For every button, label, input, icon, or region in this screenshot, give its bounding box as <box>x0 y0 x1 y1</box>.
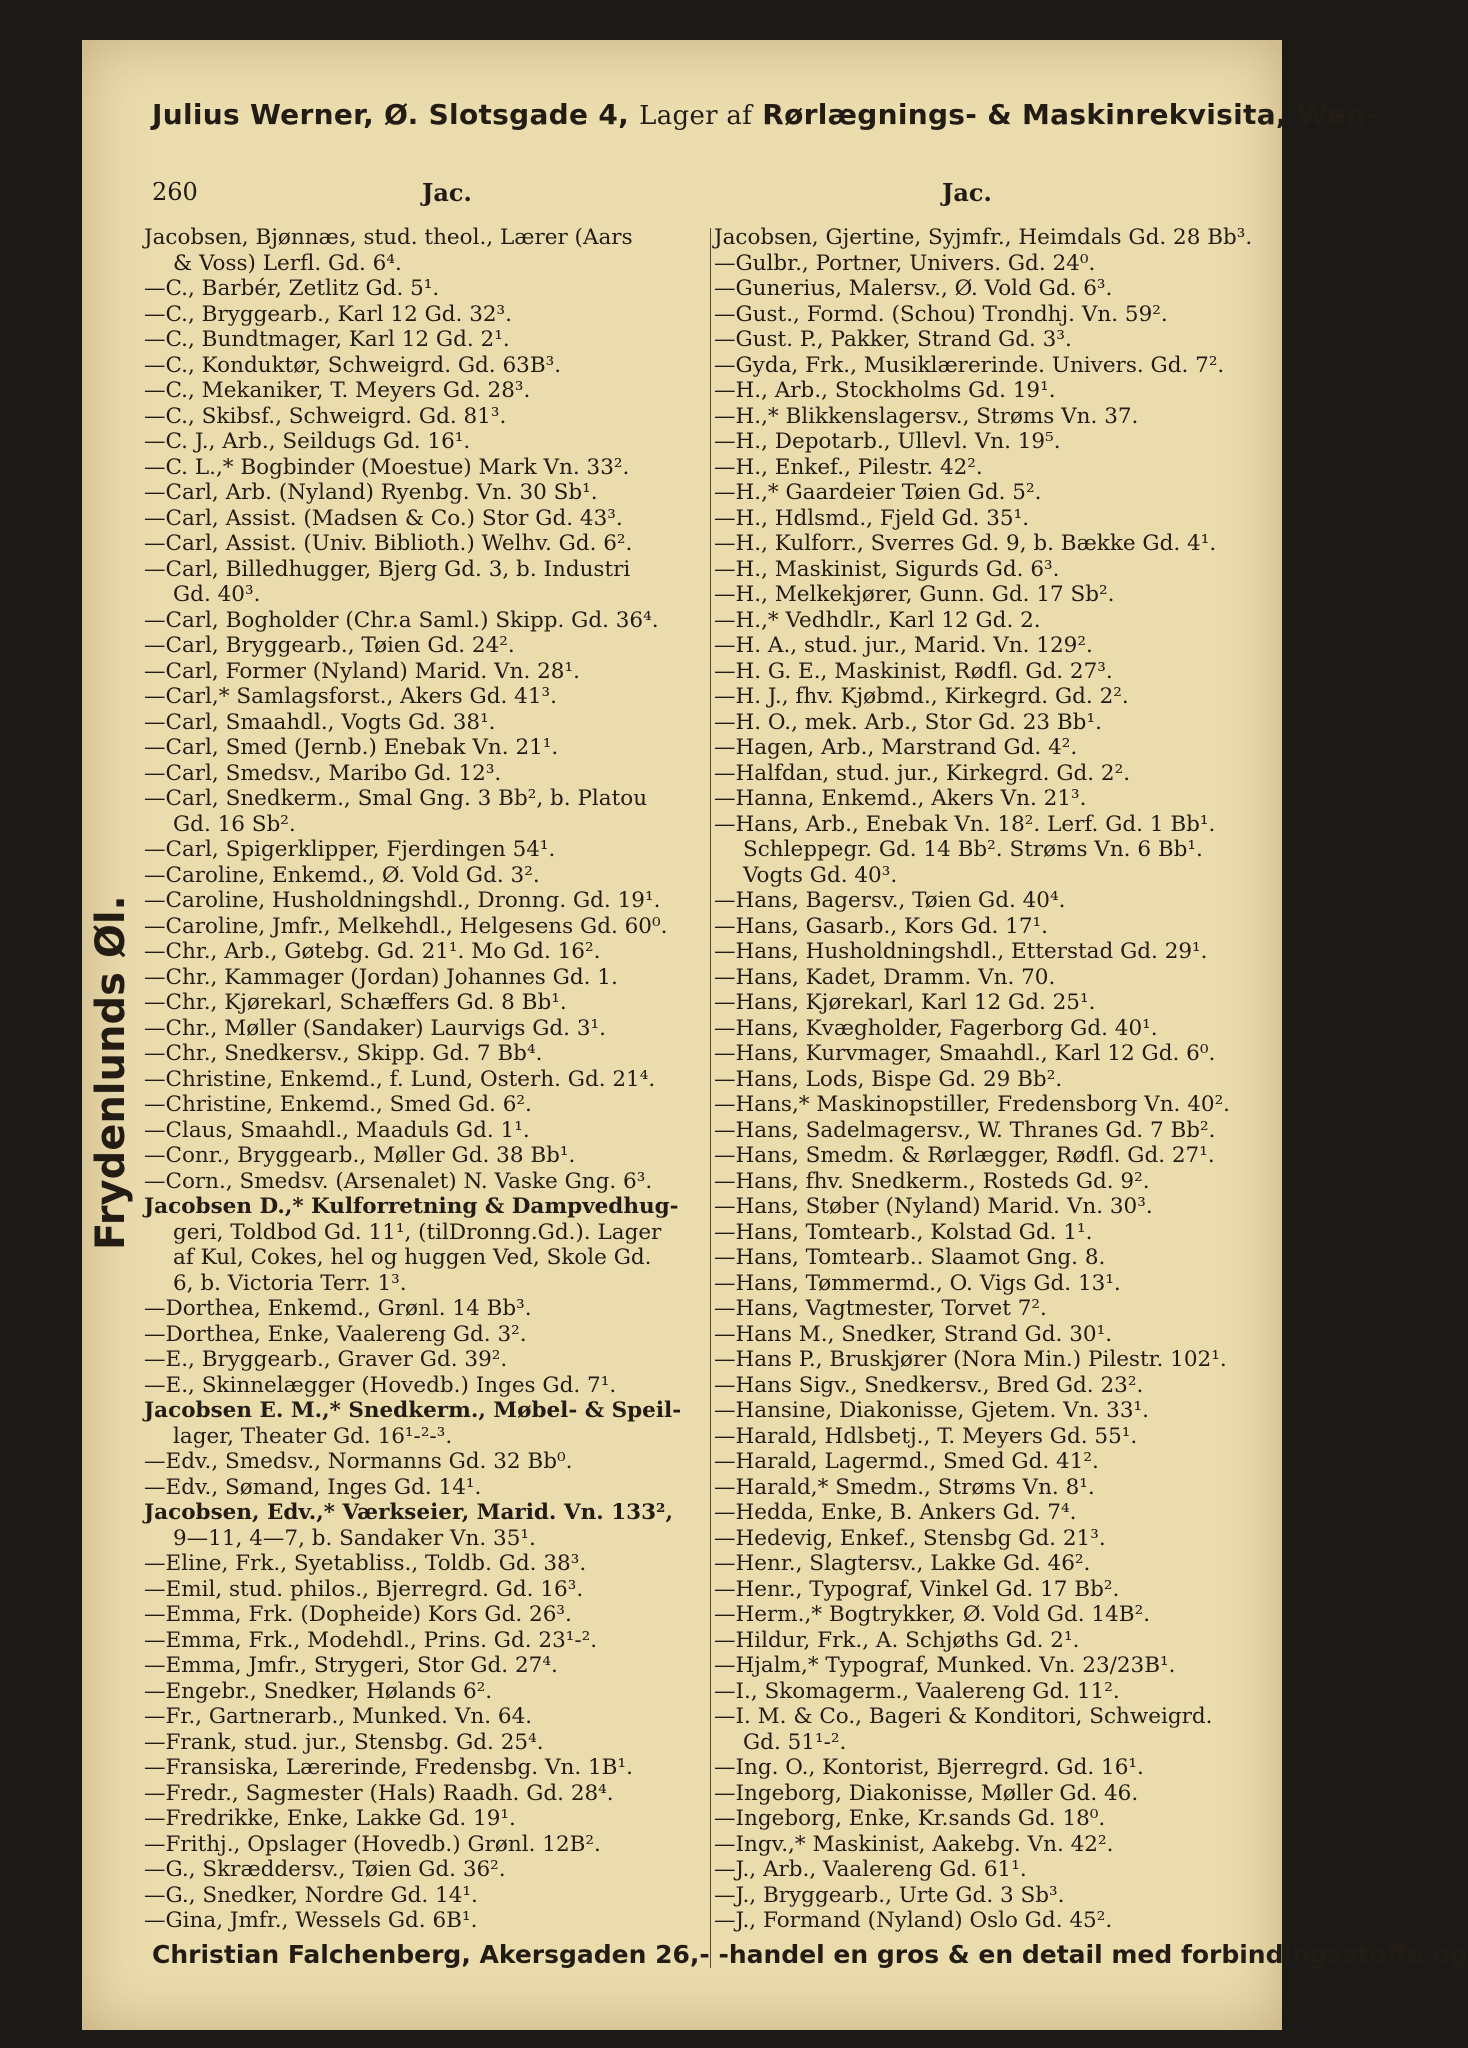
directory-entry: —H.,* Vedhdlr., Karl 12 Gd. 2. <box>714 607 1041 633</box>
directory-entry: —H. A., stud. jur., Marid. Vn. 129². <box>714 633 1093 658</box>
directory-entry: —Hansine, Diakonisse, Gjetem. Vn. 33¹. <box>714 1398 1149 1423</box>
directory-entry: —Conr., Bryggearb., Møller Gd. 38 Bb¹. <box>144 1143 576 1168</box>
directory-entry: —C. L.,* Bogbinder (Moestue) Mark Vn. 33². <box>144 454 630 480</box>
directory-entry: —E., Skinnelægger (Hovedb.) Inges Gd. 7¹. <box>144 1372 617 1398</box>
directory-entry: —Claus, Smaahdl., Maaduls Gd. 1¹. <box>144 1117 530 1143</box>
directory-entry: —Carl, Smed (Jernb.) Enebak Vn. 21¹. <box>144 735 559 760</box>
directory-entry: —Fr., Gartnerarb., Munked. Vn. 64. <box>144 1704 533 1729</box>
directory-entry: —Frithj., Opslager (Hovedb.) Grønl. 12B². <box>144 1831 601 1857</box>
directory-entry: —H., Maskinist, Sigurds Gd. 6³. <box>714 556 1060 582</box>
directory-entry: —Harald,* Smedm., Strøms Vn. 8¹. <box>714 1474 1095 1500</box>
entry-continuation: Gd. 51¹-². <box>743 1729 847 1755</box>
directory-entry: —Hans, Husholdningshdl., Etterstad Gd. 29¹. <box>714 939 1208 964</box>
directory-entry: —E., Bryggearb., Graver Gd. 39². <box>144 1347 508 1372</box>
directory-entry: —J., Bryggearb., Urte Gd. 3 Sb³. <box>714 1882 1065 1908</box>
directory-entry: —Hans,* Maskinopstiller, Fredensborg Vn. 40². <box>714 1092 1231 1117</box>
directory-entry: Jacobsen, Bjønnæs, stud. theol., Lærer (Aars <box>144 225 633 250</box>
directory-entry: —Hans, Bagersv., Tøien Gd. 40⁴. <box>714 888 1066 913</box>
directory-entry: —Chr., Snedkersv., Skipp. Gd. 7 Bb⁴. <box>144 1041 543 1066</box>
directory-entry: —Ingeborg, Enke, Kr.sands Gd. 18⁰. <box>714 1806 1106 1831</box>
directory-entry: —Carl, Assist. (Univ. Biblioth.) Welhv. Gd. 6². <box>144 531 633 556</box>
directory-entry: —Hans, Kadet, Dramm. Vn. 70. <box>714 964 1056 990</box>
directory-entry: —Gulbr., Portner, Univers. Gd. 24⁰. <box>714 250 1096 276</box>
directory-page <box>82 40 1468 2030</box>
directory-entry: —H., Melkekjører, Gunn. Gd. 17 Sb². <box>714 582 1115 607</box>
directory-entry: —Hans, Tømmermd., O. Vigs Gd. 13¹. <box>714 1270 1121 1296</box>
directory-entry: —Gust., Formd. (Schou) Trondhj. Vn. 59². <box>714 301 1168 327</box>
directory-entry: —Chr., Møller (Sandaker) Laurvigs Gd. 3¹. <box>144 1015 606 1041</box>
directory-entry: —Ingv.,* Maskinist, Aakebg. Vn. 42². <box>714 1831 1114 1857</box>
directory-entry: —Hans, Kurvmager, Smaahdl., Karl 12 Gd. 6⁰. <box>714 1041 1216 1066</box>
directory-entry: —Carl,* Samlagsforst., Akers Gd. 41³. <box>144 684 557 709</box>
directory-entry: —Hans, Smedm. & Rørlægger, Rødfl. Gd. 27¹. <box>714 1143 1215 1168</box>
side-advertisement: Frydenlunds Øl. <box>88 895 134 1250</box>
directory-entry: —Hans P., Bruskjører (Nora Min.) Pilestr. 102¹. <box>714 1347 1227 1372</box>
directory-entry: —Hagen, Arb., Marstrand Gd. 4². <box>714 735 1078 760</box>
directory-entry: —Emma, Jmfr., Strygeri, Stor Gd. 27⁴. <box>144 1653 558 1678</box>
directory-entry: —Harald, Hdlsbetj., T. Meyers Gd. 55¹. <box>714 1423 1138 1449</box>
ad-text-plain: Lager af <box>639 101 753 131</box>
directory-entry: —Carl, Bryggearb., Tøien Gd. 24². <box>144 633 515 658</box>
ad-name: Julius Werner, <box>152 98 375 131</box>
directory-entry: —H., Enkef., Pilestr. 42². <box>714 454 983 480</box>
directory-entry: —Halfdan, stud. jur., Kirkegrd. Gd. 2². <box>714 760 1131 786</box>
directory-entry: —Harald, Lagermd., Smed Gd. 41². <box>714 1449 1099 1474</box>
directory-entry: —Fredr., Sagmester (Hals) Raadh. Gd. 28⁴. <box>144 1780 614 1806</box>
directory-entry: —C., Bryggearb., Karl 12 Gd. 32³. <box>144 301 512 327</box>
directory-entry: —Chr., Arb., Gøtebg. Gd. 21¹. Mo Gd. 16². <box>144 939 601 964</box>
directory-entry: —Carl, Smedsv., Maribo Gd. 12³. <box>144 760 502 786</box>
entry-continuation: lager, Theater Gd. 16¹-²-³. <box>173 1423 453 1449</box>
directory-entry: —H., Hdlsmd., Fjeld Gd. 35¹. <box>714 505 1030 531</box>
directory-entry: —C., Barbér, Zetlitz Gd. 5¹. <box>144 276 440 301</box>
running-head-right: Jac. <box>942 178 992 207</box>
directory-entry: —Fransiska, Lærerinde, Fredensbg. Vn. 1B¹. <box>144 1755 633 1780</box>
directory-entry: —Hedda, Enke, B. Ankers Gd. 7⁴. <box>714 1500 1077 1525</box>
directory-entry: —Carl, Spigerklipper, Fjerdingen 54¹. <box>144 837 556 862</box>
directory-entry: —Hans, Gasarb., Kors Gd. 17¹. <box>714 913 1048 939</box>
page-number: 260 <box>152 178 198 206</box>
directory-entry: —Ing. O., Kontorist, Bjerregrd. Gd. 16¹. <box>714 1755 1144 1780</box>
entry-continuation: Gd. 16 Sb². <box>173 811 296 837</box>
directory-entry: —I. M. & Co., Bageri & Konditori, Schweigrd. <box>714 1704 1213 1729</box>
directory-entry: —Hjalm,* Typograf, Munked. Vn. 23/23B¹. <box>714 1653 1176 1678</box>
left-column <box>144 225 709 1934</box>
directory-entry: —I., Skomagerm., Vaalereng Gd. 11². <box>714 1678 1120 1704</box>
directory-entry: Jacobsen E. M.,* Snedkerm., Møbel- & Speil- <box>144 1398 682 1423</box>
directory-entry: —Eline, Frk., Syetabliss., Toldb. Gd. 38³. <box>144 1551 587 1576</box>
directory-entry: —Christine, Enkemd., Smed Gd. 6². <box>144 1092 532 1117</box>
directory-entry: —G., Snedker, Nordre Gd. 14¹. <box>144 1882 478 1908</box>
directory-entry: —Hans, Tomtearb., Kolstad Gd. 1¹. <box>714 1219 1093 1245</box>
directory-entry: —J., Arb., Vaalereng Gd. 61¹. <box>714 1857 1027 1882</box>
directory-entry: —H.,* Gaardeier Tøien Gd. 5². <box>714 480 1042 505</box>
directory-entry: —Carl, Assist. (Madsen & Co.) Stor Gd. 43³. <box>144 505 623 531</box>
directory-entry: —Dorthea, Enkemd., Grønl. 14 Bb³. <box>144 1296 532 1321</box>
directory-entry: —Hans, Kjørekarl, Karl 12 Gd. 25¹. <box>714 990 1096 1015</box>
directory-entry: —H., Kulforr., Sverres Gd. 9, b. Bække Gd. 4¹. <box>714 531 1217 556</box>
directory-entry: —Frank, stud. jur., Stensbg. Gd. 25⁴. <box>144 1729 544 1755</box>
directory-entry: —H. J., fhv. Kjøbmd., Kirkegrd. Gd. 2². <box>714 684 1129 709</box>
directory-entry: —Hans, Sadelmagersv., W. Thranes Gd. 7 Bb². <box>714 1117 1216 1143</box>
directory-entry: —Chr., Kjørekarl, Schæffers Gd. 8 Bb¹. <box>144 990 567 1015</box>
directory-entry: —Edv., Sømand, Inges Gd. 14¹. <box>144 1474 482 1500</box>
directory-entry: —Hildur, Frk., A. Schjøths Gd. 2¹. <box>714 1627 1080 1653</box>
directory-entry: —H. G. E., Maskinist, Rødfl. Gd. 27³. <box>714 658 1113 684</box>
directory-entry: —C., Skibsf., Schweigrd. Gd. 81³. <box>144 403 507 429</box>
directory-entry: —Hans, Lods, Bispe Gd. 29 Bb². <box>714 1066 1063 1092</box>
directory-entry: —Carl, Smaahdl., Vogts Gd. 38¹. <box>144 709 496 735</box>
entry-continuation: af Kul, Cokes, hel og huggen Ved, Skole Gd. <box>173 1245 652 1270</box>
directory-entry: —Gyda, Frk., Musiklærerinde. Univers. Gd. 7². <box>714 352 1225 378</box>
directory-entry: —Caroline, Enkemd., Ø. Vold Gd. 3². <box>144 862 540 888</box>
ad-text-bold: Rørlægnings- & Maskinrekvisita, Wen- <box>762 98 1379 131</box>
directory-entry: —Carl, Former (Nyland) Marid. Vn. 28¹. <box>144 658 580 684</box>
directory-entry: —H. O., mek. Arb., Stor Gd. 23 Bb¹. <box>714 709 1102 735</box>
directory-entry: —Hans Sigv., Snedkersv., Bred Gd. 23². <box>714 1372 1144 1398</box>
directory-entry: —Hedevig, Enkef., Stensbg Gd. 21³. <box>714 1525 1106 1551</box>
directory-entry: —Carl, Bogholder (Chr.a Saml.) Skipp. Gd. 36⁴. <box>144 607 659 633</box>
directory-entry: —H., Arb., Stockholms Gd. 19¹. <box>714 378 1056 403</box>
directory-entry: —G., Skræddersv., Tøien Gd. 36². <box>144 1857 506 1882</box>
directory-entry: —J., Formand (Nyland) Oslo Gd. 45². <box>714 1908 1113 1933</box>
directory-entry: Jacobsen D.,* Kulforretning & Dampvedhug- <box>144 1194 679 1219</box>
column-divider <box>710 228 711 1968</box>
directory-entry: —Henr., Typograf, Vinkel Gd. 17 Bb². <box>714 1576 1120 1602</box>
directory-entry: —Fredrikke, Enke, Lakke Gd. 19¹. <box>144 1806 516 1831</box>
directory-entry: —C., Bundtmager, Karl 12 Gd. 2¹. <box>144 327 510 352</box>
directory-entry: —Carl, Arb. (Nyland) Ryenbg. Vn. 30 Sb¹. <box>144 480 598 505</box>
directory-entry: —Chr., Kammager (Jordan) Johannes Gd. 1. <box>144 964 618 990</box>
directory-entry: —Emil, stud. philos., Bjerregrd. Gd. 16³. <box>144 1576 584 1602</box>
entry-continuation: geri, Toldbod Gd. 11¹, (tilDronng.Gd.). Lager <box>173 1219 662 1245</box>
directory-entry: Jacobsen, Gjertine, Syjmfr., Heimdals Gd. 28 Bb³. <box>714 225 1253 250</box>
directory-entry: —Hans M., Snedker, Strand Gd. 30¹. <box>714 1321 1113 1347</box>
header-advertisement <box>152 98 1379 131</box>
directory-entry: Jacobsen, Edv.,* Værkseier, Marid. Vn. 133², <box>144 1500 673 1525</box>
directory-entry: —H., Depotarb., Ullevl. Vn. 19⁵. <box>714 429 1061 454</box>
entry-continuation: 6, b. Victoria Terr. 1³. <box>173 1270 407 1296</box>
directory-entry: —Hans, Støber (Nyland) Marid. Vn. 30³. <box>714 1194 1153 1219</box>
directory-entry: —C. J., Arb., Seildugs Gd. 16¹. <box>144 429 471 454</box>
directory-entry: —Hans, Tomtearb.. Slaamot Gng. 8. <box>714 1245 1106 1270</box>
directory-entry: —Carl, Billedhugger, Bjerg Gd. 3, b. Industri <box>144 556 631 582</box>
ad-address: Ø. Slotsgade 4, <box>384 98 630 131</box>
directory-entry: —Hans, Kvægholder, Fagerborg Gd. 40¹. <box>714 1015 1158 1041</box>
directory-entry: —Corn., Smedsv. (Arsenalet) N. Vaske Gng. 6³. <box>144 1168 653 1194</box>
directory-entry: —Gust. P., Pakker, Strand Gd. 3³. <box>714 327 1072 352</box>
entry-continuation: & Voss) Lerfl. Gd. 6⁴. <box>173 250 402 276</box>
right-column <box>714 225 1274 1934</box>
directory-entry: —Caroline, Jmfr., Melkehdl., Helgesens Gd. 60⁰. <box>144 913 668 939</box>
directory-entry: —Caroline, Husholdningshdl., Dronng. Gd. 19¹. <box>144 888 661 913</box>
directory-entry: —Herm.,* Bogtrykker, Ø. Vold Gd. 14B². <box>714 1602 1151 1627</box>
directory-entry: —Edv., Smedsv., Normanns Gd. 32 Bb⁰. <box>144 1449 573 1474</box>
directory-entry: —Henr., Slagtersv., Lakke Gd. 46². <box>714 1551 1091 1576</box>
entry-continuation: Gd. 40³. <box>173 582 261 607</box>
running-head-left: Jac. <box>422 178 472 207</box>
directory-entry: —Hans, fhv. Snedkerm., Rosteds Gd. 9². <box>714 1168 1150 1194</box>
directory-entry: —Hanna, Enkemd., Akers Vn. 21³. <box>714 786 1087 811</box>
directory-entry: —Emma, Frk., Modehdl., Prins. Gd. 23¹-². <box>144 1627 598 1653</box>
directory-entry: —Carl, Snedkerm., Smal Gng. 3 Bb², b. Platou <box>144 786 648 811</box>
directory-entry: —Emma, Frk. (Dopheide) Kors Gd. 26³. <box>144 1602 572 1627</box>
directory-entry: —Hans, Arb., Enebak Vn. 18². Lerf. Gd. 1 Bb¹. <box>714 811 1216 837</box>
directory-entry: —Gina, Jmfr., Wessels Gd. 6B¹. <box>144 1908 478 1933</box>
directory-entry: —Gunerius, Malersv., Ø. Vold Gd. 6³. <box>714 276 1113 301</box>
footer-advertisement: Christian Falchenberg, Akersgaden 26,- -handel en gros & en detail med forbindingsstoffe og <box>152 1940 1468 1969</box>
directory-entry: —Dorthea, Enke, Vaalereng Gd. 3². <box>144 1321 527 1347</box>
directory-entry: —Ingeborg, Diakonisse, Møller Gd. 46. <box>714 1780 1139 1806</box>
directory-entry: —H.,* Blikkenslagersv., Strøms Vn. 37. <box>714 403 1139 429</box>
entry-continuation: Vogts Gd. 40³. <box>743 862 898 888</box>
directory-entry: —Engebr., Snedker, Hølands 6². <box>144 1678 493 1704</box>
directory-entry: —C., Mekaniker, T. Meyers Gd. 28³. <box>144 378 531 403</box>
entry-continuation: 9—11, 4—7, b. Sandaker Vn. 35¹. <box>173 1525 536 1551</box>
directory-entry: —Christine, Enkemd., f. Lund, Osterh. Gd. 21⁴. <box>144 1066 656 1092</box>
entry-continuation: Schleppegr. Gd. 14 Bb². Strøms Vn. 6 Bb¹. <box>743 837 1203 862</box>
directory-entry: —Hans, Vagtmester, Torvet 7². <box>714 1296 1047 1321</box>
directory-entry: —C., Konduktør, Schweigrd. Gd. 63B³. <box>144 352 562 378</box>
